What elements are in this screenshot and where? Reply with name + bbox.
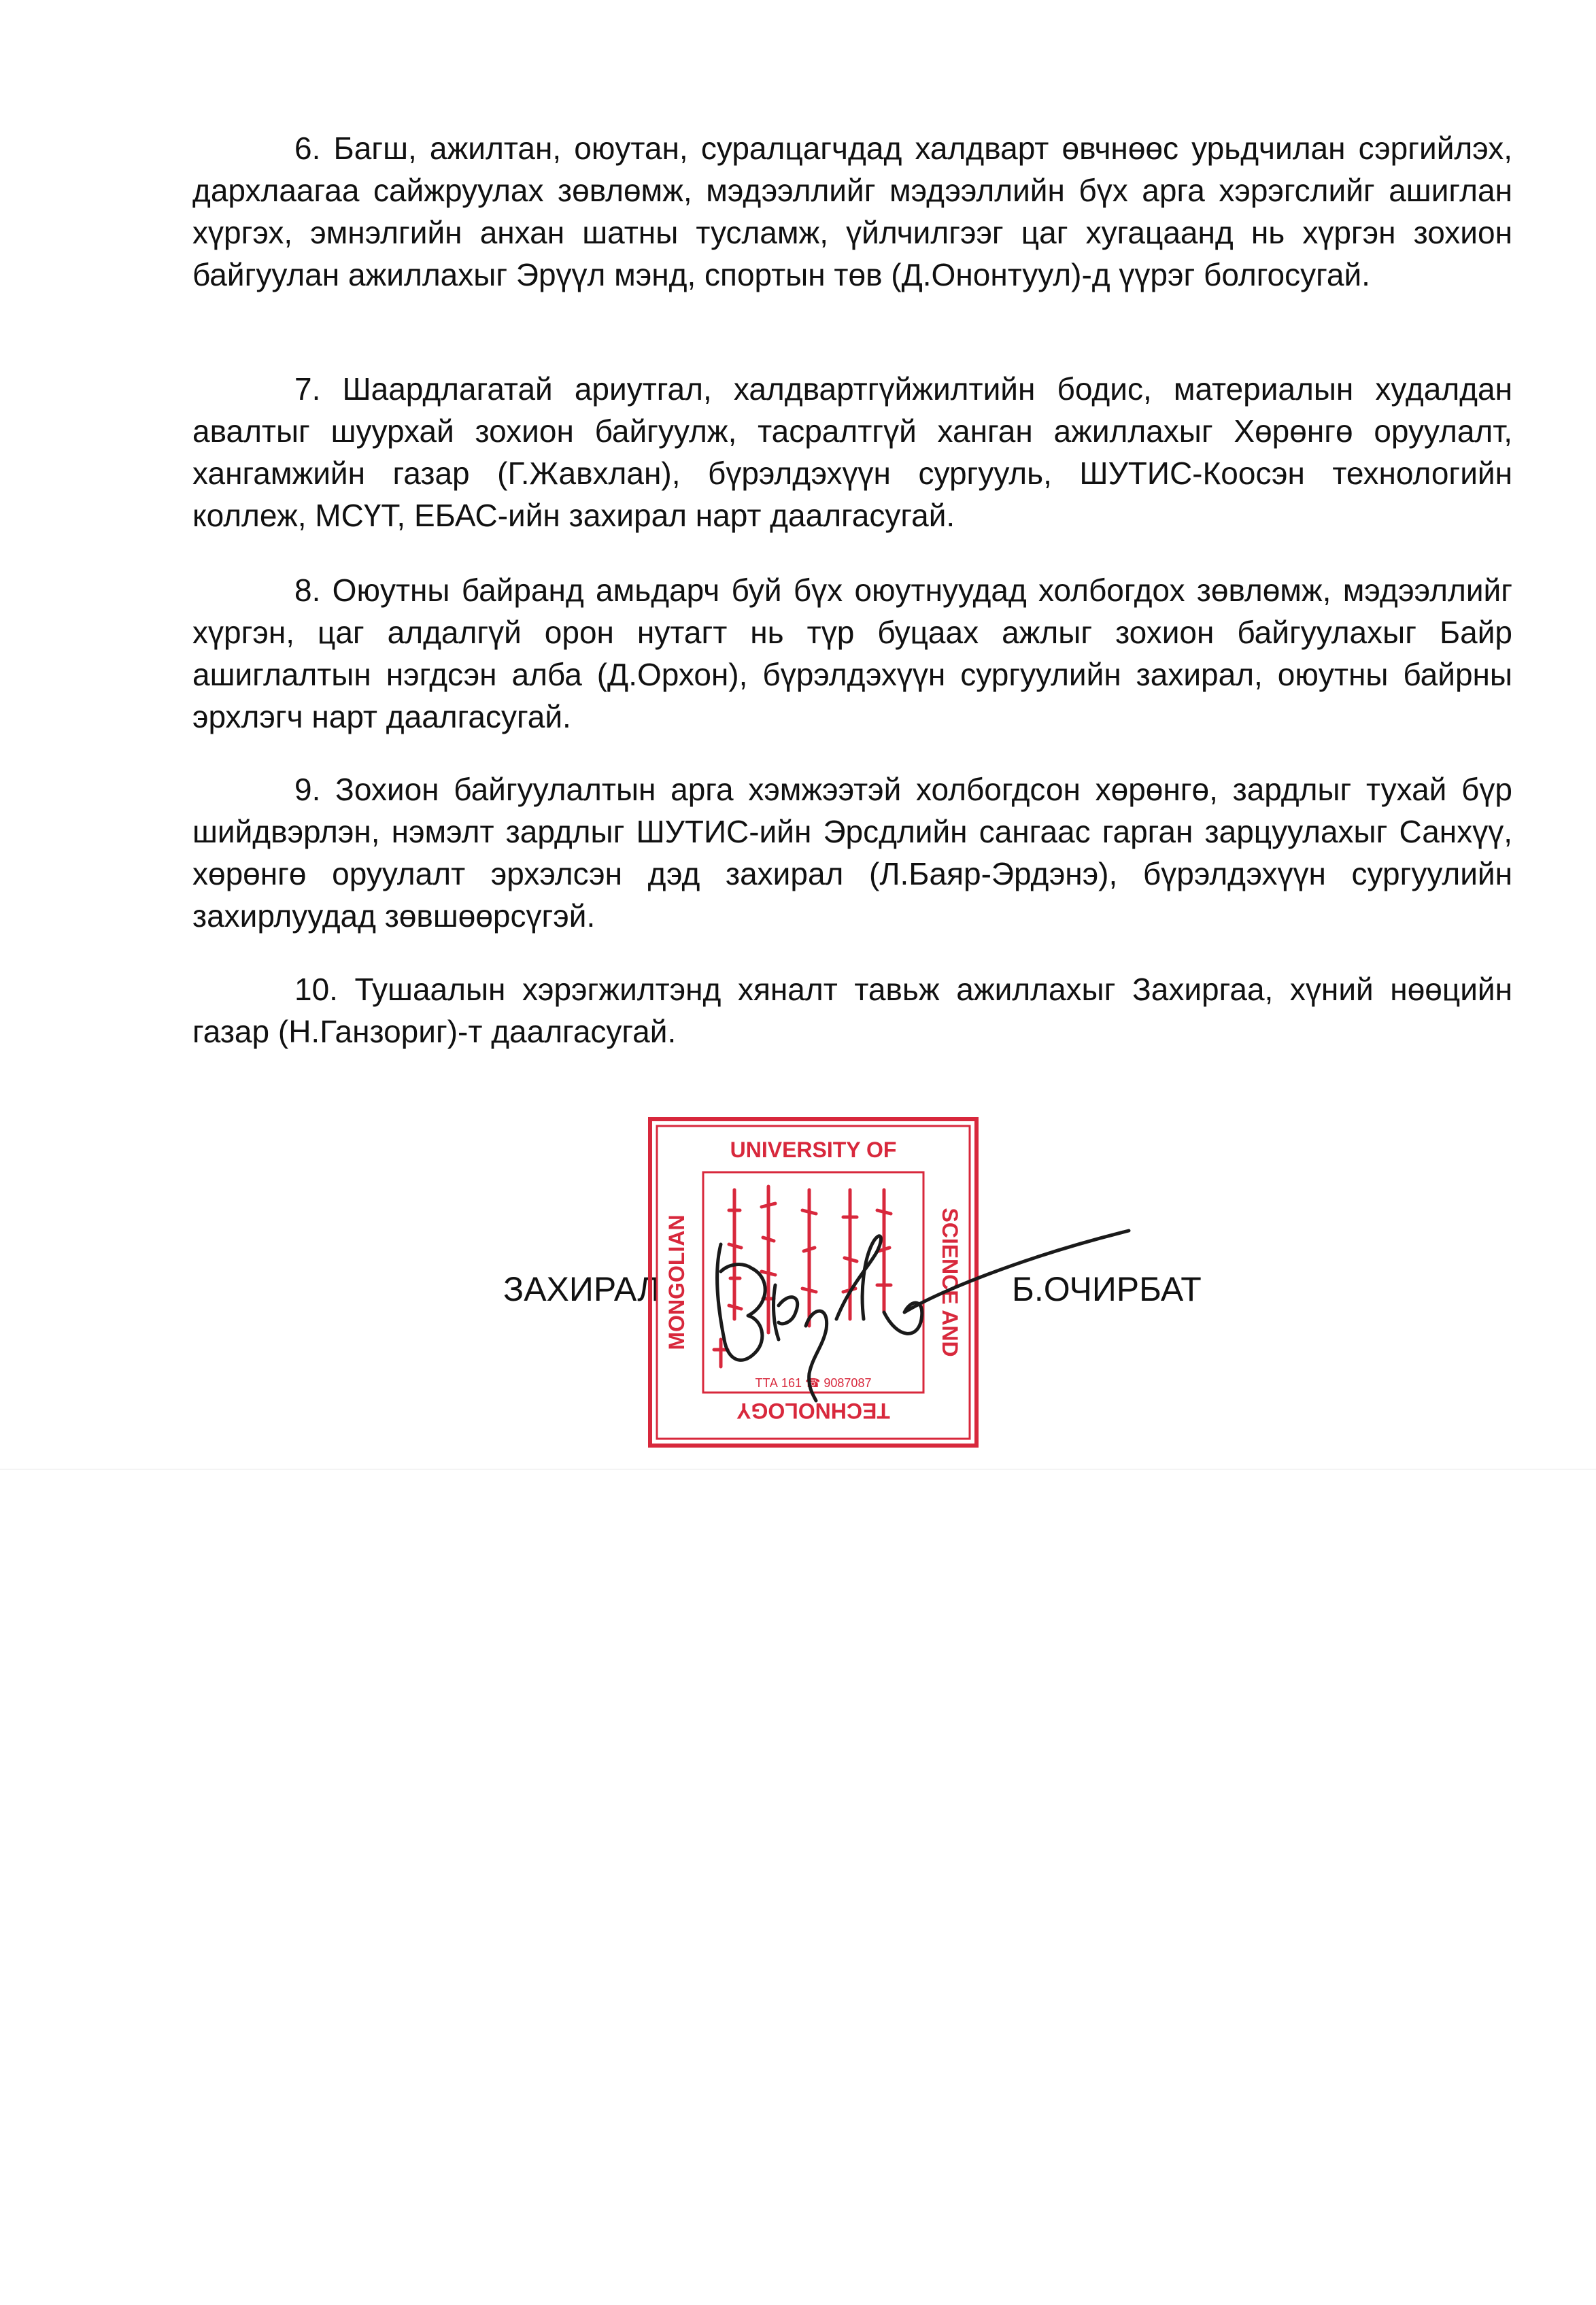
svg-text:ТТА 161 ☎ 9087087: ТТА 161 ☎ 9087087 (755, 1376, 872, 1390)
svg-text:TECHNOLOGY: TECHNOLOGY (736, 1399, 890, 1423)
signatory-name: Б.ОЧИРБАТ (1012, 1270, 1202, 1308)
director-signature (694, 1203, 1136, 1407)
scan-artifact-line (0, 1469, 1596, 1470)
paragraph-item-6: 6. Багш, ажилтан, оюутан, суралцагчдад халдварт өвчнөөс урьдчилан сэргийлэх, дархлаагаа сайжруулах зөвлөмж, мэдээллийг мэдээллийн бүх арга хэрэгслийг ашиглан хүргэх, эмнэлгийн анхан шатны тусламж, үйлчилгээг цаг хугацаанд нь хүргэн зохион байгуулан ажиллахыг Эрүүл мэнд, спортын төв (Д.Ононтуул)-д үүрэг болгосугай. (192, 131, 1512, 292)
svg-text:MONGOLIAN: MONGOLIAN (664, 1214, 689, 1350)
stamp-top-text: UNIVERSITY OF (730, 1138, 897, 1162)
paragraph-item-9: 9. Зохион байгуулалтын арга хэмжээтэй холбогдсон хөрөнгө, зардлыг тухай бүр шийдвэрлэн, нэмэлт зардлыг ШУТИС-ийн Эрсдлийн сангаас гарган зарцуулахыг Санхүү, хөрөнгө оруулалт эрхэлсэн дэд захирал (Л.Баяр-Эрдэнэ), бүрэлдэхүүн сургуулийн захирлуудад зөвшөөрсүгэй. (192, 772, 1512, 934)
paragraph-item-8: 8. Оюутны байранд амьдарч буй бүх оюутнуудад холбогдох зөвлөмж, мэдээллийг хүргэн, цаг алдалгүй орон нутагт нь түр буцаах ажлыг зохион байгуулахыг Байр ашиглалтын нэгдсэн алба (Д.Орхон), бүрэлдэхүүн сургуулийн захирал, оюутны байрны эрхлэгч нарт даалгасугай. (192, 573, 1512, 734)
paragraph-item-7: 7. Шаардлагатай ариутгал, халдвартгүйжилтийн бодис, материалын худалдан авалтыг шуурхай зохион байгуулж, тасралтгүй ханган ажиллахыг Хөрөнгө оруулалт, хангамжийн газар (Г.Жавхлан), бүрэлдэхүүн сургууль, ШУТИС-Коосэн технологийн коллеж, МСҮТ, ЕБАС-ийн захирал нарт даалгасугай. (192, 371, 1512, 533)
signatory-title: ЗАХИРАЛ (503, 1270, 660, 1308)
paragraph-item-10: 10. Тушаалын хэрэгжилтэнд хяналт тавьж ажиллахыг Захиргаа, хүний нөөцийн газар (Н.Ганзориг)-т даалгасугай. (192, 972, 1512, 1049)
svg-text:SCIENCE AND: SCIENCE AND (938, 1208, 962, 1357)
